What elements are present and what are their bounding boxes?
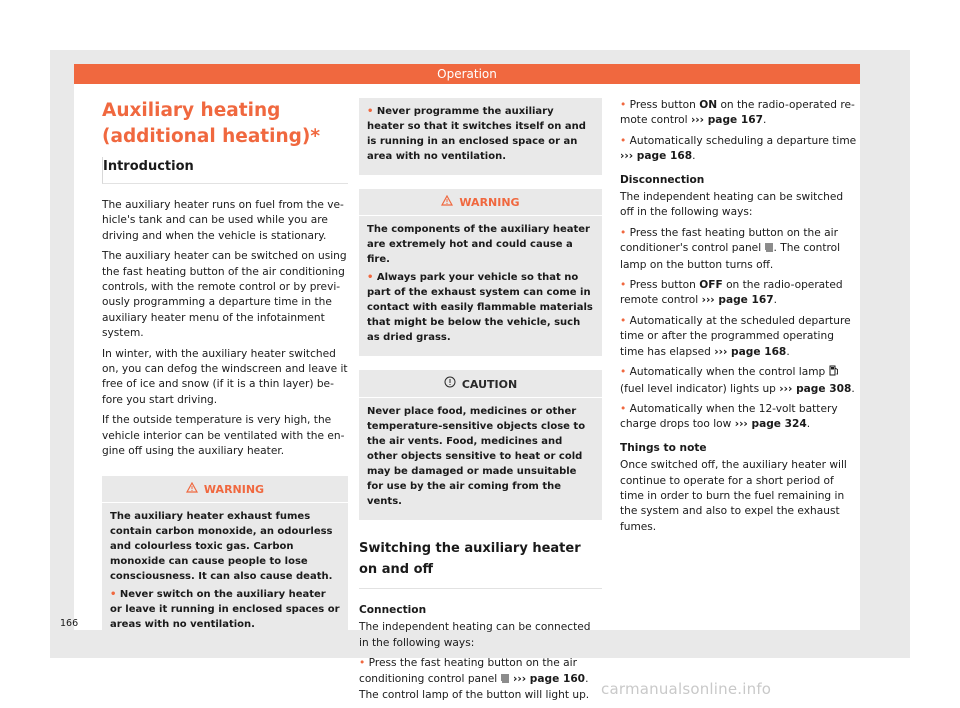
list-item: • Press button ON on the radio-operated remote control ››› page 167. xyxy=(620,99,855,127)
on-button-icon: ON xyxy=(699,99,718,111)
off-button-icon: OFF xyxy=(699,279,723,292)
page-number: 166 xyxy=(60,618,79,629)
warning-triangle-icon xyxy=(441,195,453,210)
paragraph: The auxiliary heater runs on fuel from the vehicle's tank and can be used while you are driving and when the vehicle is stationary. xyxy=(102,199,344,242)
section-title-introduction: Introduction xyxy=(102,157,348,184)
section-title-switching: Switching the auxiliary heater on and off xyxy=(359,532,602,589)
list-item: • Press the fast heating button on the air conditioning control panel ››› page 160. The control lamp of the button will light up. xyxy=(359,657,590,702)
page-reference-link[interactable]: ››› page 168 xyxy=(620,150,693,163)
column-2 xyxy=(359,94,602,708)
warning-bullet: • Always park your vehicle so that no part of the exhaust system can come in contact with easily flammable materials that might be below the vehicle, such as dried grass. xyxy=(367,272,593,343)
caution-header: CAUTION xyxy=(359,376,602,398)
warning-box xyxy=(102,476,348,643)
warning-continued-box xyxy=(359,98,602,175)
caution-box xyxy=(359,370,602,520)
chapter-header: Operation xyxy=(74,64,860,84)
subheading-disconnection: Disconnection xyxy=(620,173,705,186)
paragraph: The auxiliary heater can be switched on using the fast heating button of the air conditioning controls, with the remote control or by previously programming a departure time in the auxiliary heater menu of the infotainment system. xyxy=(102,250,347,340)
fuel-pump-icon xyxy=(829,365,839,381)
paragraph: The independent heating can be switched off in the following ways: xyxy=(620,191,844,219)
page-title: Auxiliary heating (additional heating)* xyxy=(102,100,321,147)
list-item: • Automatically when the control lamp (fuel level indicator) lights up ››› page 308. xyxy=(620,366,855,395)
list-item: • Press the fast heating button on the air conditioner's control panel . The control lamp on the button turns off. xyxy=(620,226,841,271)
column-3 xyxy=(620,94,860,540)
caution-text: Never place food, medicines or other temperature-sensitive objects close to the air vents. Food, medicines and other objects sensitive to heat or cold may be damaged or made unsuitable for use by the air coming from the vents. xyxy=(367,406,586,507)
page-reference-link[interactable]: ››› page 160 xyxy=(512,672,586,685)
column-1 xyxy=(102,94,348,655)
warning-text: The components of the auxiliary heater are extremely hot and could cause a fire. xyxy=(367,224,590,265)
page-reference-link[interactable]: ››› page 168 xyxy=(714,345,787,358)
warning-box xyxy=(359,189,602,356)
warning-triangle-icon xyxy=(186,482,198,497)
list-item: • Press button OFF on the radio-operated remote control ››› page 167. xyxy=(620,279,843,307)
list-item: • Automatically scheduling a departure time ››› page 168. xyxy=(620,134,857,163)
warning-header: WARNING xyxy=(102,482,348,503)
warning-bullet: • Never programme the auxiliary heater so that it switches itself on and is running in an enclosed space or an area with no ventilation. xyxy=(367,106,586,162)
page-reference-link[interactable]: ››› page 324 xyxy=(734,418,807,431)
subheading-things-to-note: Things to note xyxy=(620,441,707,454)
fast-heating-icon xyxy=(765,242,774,257)
caution-circle-icon xyxy=(444,376,456,392)
list-item: • Automatically when the 12-volt battery charge drops too low ››› page 324. xyxy=(620,402,838,431)
warning-bullet: • Never switch on the auxiliary heater or leave it running in enclosed spaces or areas with no ventilation. xyxy=(110,588,340,630)
paragraph: If the outside temperature is very high, the vehicle interior can be ventilated with the engine off using the auxiliary heater. xyxy=(102,414,345,458)
page-reference-link[interactable]: ››› page 308 xyxy=(779,382,852,395)
paragraph: Once switched off, the auxiliary heater will continue to operate for a short period of time in order to burn the fuel remaining in the system and also to expel the exhaust fumes. xyxy=(620,459,847,533)
watermark-text: carmanualsonline.info xyxy=(601,680,772,698)
fast-heating-icon xyxy=(501,673,510,688)
warning-text: The auxiliary heater exhaust fumes contain carbon monoxide, an odourless and colourless toxic gas. Carbon monoxide can cause people to lose consciousness. It can also cause death. xyxy=(110,510,333,582)
page-reference-link[interactable]: ››› page 167 xyxy=(701,294,774,307)
warning-header: WARNING xyxy=(359,195,602,216)
list-item: • Automatically at the scheduled departure time or after the programmed operating time has elapsed ››› page 168. xyxy=(620,314,851,358)
paragraph: In winter, with the auxiliary heater switched on, you can defog the windscreen and leave it free of ice and snow (if it is a thin layer) before you start driving. xyxy=(102,347,348,406)
subheading-connection: Connection xyxy=(359,604,427,616)
page-reference-link[interactable]: ››› page 167 xyxy=(690,114,764,127)
paragraph: The independent heating can be connected in the following ways: xyxy=(359,621,591,649)
